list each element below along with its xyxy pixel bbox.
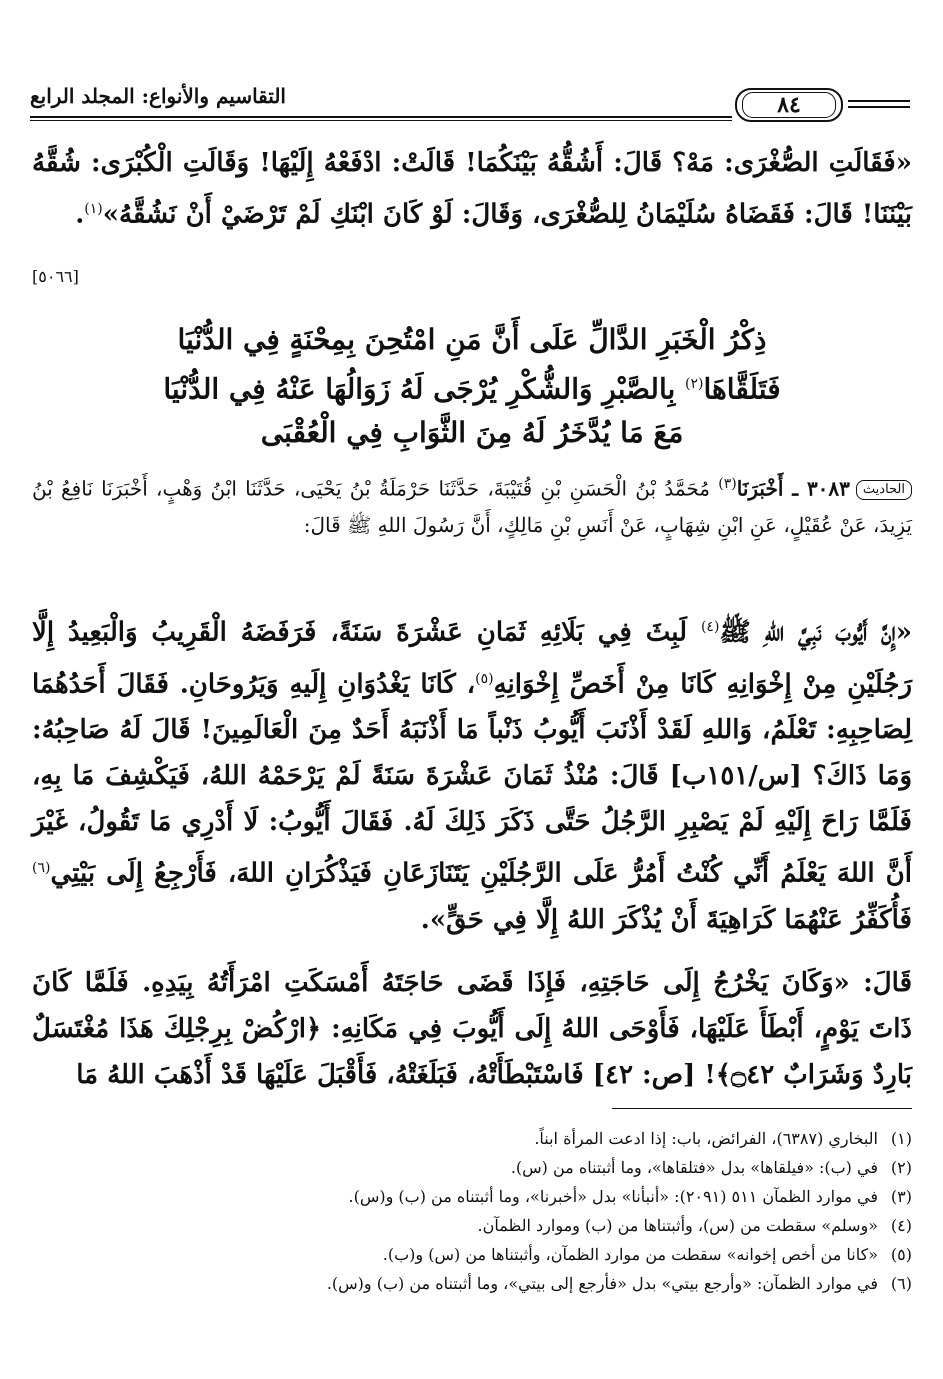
- footnote-number: (٥): [890, 1245, 912, 1264]
- footnote-text: «كانا من أخص إخوانه» سقطت من موارد الظمآن، وأثبتناها من (س) و(ب).: [382, 1245, 878, 1264]
- footnote-number: (٦): [890, 1274, 912, 1293]
- header-rule-thin: [30, 120, 732, 121]
- footnote-mark[interactable]: (٢): [685, 376, 704, 392]
- isnad-chain: [32, 466, 912, 543]
- paragraph-text: قَالَ: «وَكَانَ يَخْرُجُ إِلَى حَاجَتِهِ، فَإِذَا قَضَى حَاجَتَهُ أَمْسَكَتِ امْرَأَتُهُ بِيَدِهِ. فَلَمَّا كَانَ ذَاتَ يَوْمٍ، أَبْطَأَ عَلَيْهَا، فَأَوْحَى اللهُ إِلَى أَيُّوبَ فِي مَكَانِهِ: ﴿ارْكُضْ بِرِجْلِكَ هَذَا مُغْتَسَلٌ بَارِدٌ وَشَرَابٌ ۝٤٢﴾! [ص: ٤٢] فَاسْتَبْطَأَتْهُ، فَبَلَغَتْهُ، فَأَقْبَلَ عَلَيْهَا قَدْ أَذْهَبَ اللهُ مَا: [32, 968, 912, 1090]
- footnote-item: [32, 1269, 912, 1298]
- page-number-frame: [735, 88, 843, 122]
- hadith-badge: الحاديث: [856, 480, 912, 500]
- footnote-mark[interactable]: (٣): [718, 476, 737, 492]
- paragraph-end: .: [75, 199, 85, 230]
- page-header: [30, 84, 910, 124]
- footnote-text: في موارد الظمآن ٥١١ (٢٠٩١): «أنبأنا» بدل «أخبرنا»، وما أثبتناه من (ب) و(س).: [348, 1187, 878, 1206]
- footnote-separator: [612, 1108, 912, 1109]
- paragraph-hadith-end: [32, 140, 912, 286]
- hadith-reference-number: [٥٠٦٦]: [32, 267, 79, 286]
- footnote-number: (٢): [890, 1158, 912, 1177]
- isnad-text: مُحَمَّدُ بْنُ الْحَسَنِ بْنِ قُتَيْبَةَ، حَدَّثَنَا حَرْمَلَةُ بْنُ يَحْيَى، حَدَّثَنَا ابْنُ وَهْبٍ، أَخْبَرَنَا نَافِعُ بْنُ يَزِيدَ، عَنْ عُقَيْلٍ، عَنِ ابْنِ شِهَابٍ، عَنْ أَنَسِ بْنِ مَالِكٍ، أَنَّ رَسُولَ اللهِ ﷺ قَالَ:: [32, 476, 912, 537]
- footnote-item: [32, 1240, 912, 1269]
- hadith-number: ٣٠٨٣ ـ أَخْبَرَنَا: [736, 476, 850, 501]
- footnotes: [32, 1124, 912, 1298]
- paragraph-text: «فَقَالَتِ الصُّغْرَى: مَهْ؟ قَالَ: أَشُقُّهُ بَيْنَكُمَا! قَالَتْ: ادْفَعْهُ إِلَيْهَا! وَقَالَتِ الْكُبْرَى: شُقَّهُ بَيْنَنَا! قَالَ: فَقَضَاهُ سُلَيْمَانُ لِلصُّغْرَى، وَقَالَ: لَوْ كَانَ ابْنَكِ لَمْ تَرْضَيْ أَنْ نَشُقَّهُ»: [32, 148, 912, 230]
- footnote-mark[interactable]: (٤): [700, 619, 720, 635]
- footnote-mark[interactable]: (١): [84, 201, 103, 217]
- footnote-item: [32, 1182, 912, 1211]
- footnote-text: في موارد الظمآن: «وأرجع بيتي» بدل «فأرجع إلى بيتي»، وما أثبتناه من (ب) و(س).: [326, 1274, 878, 1293]
- paragraph-text: لَبِثَ فِي بَلَائِهِ ثَمَانِ عَشْرَةَ سَنَةً، فَرَفَضَهُ الْقَرِيبُ وَالْبَعِيدُ إِلَّا رَجُلَيْنِ مِنْ إِخْوَانِهِ كَانَا مِنْ أَخَصِّ إِخْوَانِهِ: [32, 617, 912, 700]
- header-rule: [30, 116, 732, 118]
- footnote-text: البخاري (٦٣٨٧)، الفرائض، باب: إذا ادعت المرأة ابناً.: [534, 1129, 878, 1148]
- page-number: ٨٤: [742, 92, 836, 118]
- footnote-item: [32, 1211, 912, 1240]
- paragraph-text: «إِنَّ أَيُّوبَ نَبِيَّ اللهِ ﷺ: [719, 617, 912, 648]
- header-ornament-line: [848, 106, 910, 108]
- heading-line-1: ذِكْرُ الْخَبَرِ الدَّالِّ عَلَى أَنَّ مَنِ امْتُحِنَ بِمِحْنَةٍ فِي الدُّنْيَا: [177, 323, 767, 356]
- chapter-heading: [32, 318, 912, 455]
- footnote-item: [32, 1153, 912, 1182]
- heading-text: بِالصَّبْرِ وَالشُّكْرِ يُرْجَى لَهُ زَوَالُهَا عَنْهُ فِي الدُّنْيَا: [163, 372, 686, 406]
- footnote-number: (٣): [890, 1187, 912, 1206]
- footnote-number: (٤): [890, 1216, 912, 1235]
- paragraph-hadith-matn: [32, 604, 912, 943]
- heading-text: فَتَلَقَّاهَا: [703, 372, 781, 406]
- header-ornament-line: [848, 100, 910, 102]
- footnote-item: [32, 1124, 912, 1153]
- running-title: التقاسيم والأنواع: المجلد الرابع: [30, 84, 286, 108]
- heading-line-2: [32, 362, 912, 411]
- footnote-text: «وسلم» سقطت من (س)، وأثبتناها من (ب) وموارد الظمآن.: [477, 1216, 878, 1235]
- paragraph-text: فَأُكَفِّرُ عَنْهُمَا كَرَاهِيَةَ أَنْ يُذْكَرَ اللهُ إِلَّا فِي حَقٍّ».: [420, 904, 912, 935]
- paragraph-text: ، كَانَا يَغْدُوَانِ إِلَيهِ وَيَرُوحَانِ. فَقَالَ أَحَدُهُمَا لِصَاحِبِهِ: تَعْلَمُ، وَاللهِ لَقَدْ أَذْنَبَ أَيُّوبُ ذَنْباً مَا أَذْنَبَهُ أَحَدٌ مِنَ الْعَالَمِينَ! قَالَ لَهُ صَاحِبُهُ: وَمَا ذَاكَ؟ [س/١٥١ب] قَالَ: مُنْذُ ثَمَانَ عَشْرَةَ سَنَةً لَمْ يَرْحَمْهُ اللهُ، فَيَكْشِفَ مَا بِهِ، فَلَمَّا رَاحَ إِلَيْهِ لَمْ يَصْبِرِ الرَّجُلُ حَتَّى ذَكَرَ ذَلِكَ لَهُ. فَقَالَ أَيُّوبُ: لَا أَدْرِي مَا تَقُولُ، غَيْرَ أَنَّ اللهَ يَعْلَمُ أَنِّي كُنْتُ أَمُرُّ عَلَى الرَّجُلَيْنِ يَتَنَازَعَانِ فَيَذْكُرَانِ اللهَ، فَأَرْجِعُ إِلَى بَيْتِي: [32, 669, 912, 889]
- footnote-mark[interactable]: (٥): [475, 670, 494, 687]
- footnote-number: (١): [890, 1129, 912, 1148]
- heading-line-3: مَعَ مَا يُدَّخَرُ لَهُ مِنَ الثَّوَابِ فِي الْعُقْبَى: [260, 416, 684, 450]
- paragraph-continuation: [32, 960, 912, 1098]
- footnote-mark[interactable]: (٦): [32, 860, 51, 877]
- footnote-text: في (ب): «فيلقاها» بدل «فتلقاها»، وما أثبتناه من (س).: [510, 1158, 878, 1177]
